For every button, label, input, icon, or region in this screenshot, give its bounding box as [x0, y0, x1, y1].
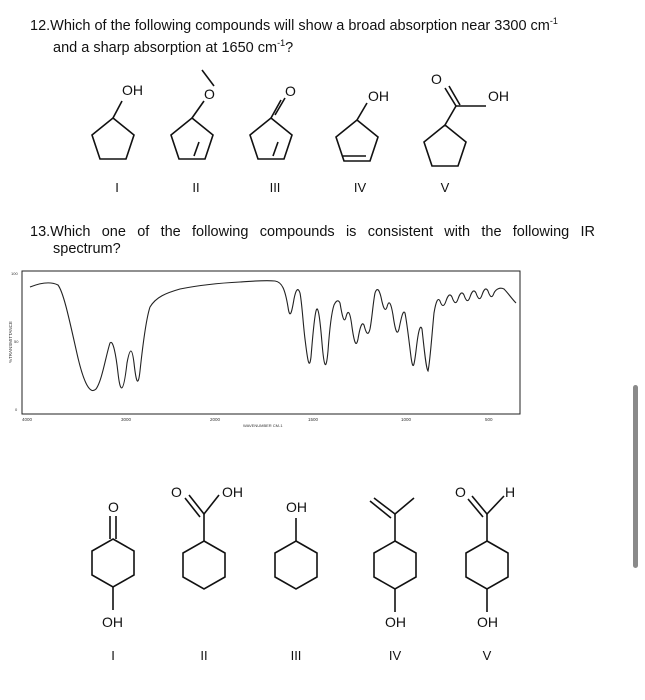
question-13-structures	[0, 470, 645, 670]
question-13-line1: 13.Which one of the following compounds is consistent with the following IR	[30, 224, 595, 240]
question-12-line2: and a sharp absorption at 1650 $cm^{-1}$?	[53, 38, 294, 56]
y-tick-0: 0	[15, 407, 18, 412]
structure-12-III	[250, 83, 296, 159]
numeral-12-III: III	[269, 180, 281, 195]
label-oh-13-V: OH	[477, 614, 498, 630]
numeral-12-V: V	[440, 180, 450, 195]
question-13-text	[30, 224, 595, 258]
structure-13-II	[171, 484, 243, 589]
structure-12-IV	[336, 88, 389, 161]
numeral-12-I: I	[115, 180, 119, 195]
label-h-13-V: H	[505, 484, 516, 500]
label-oh-13-II: OH	[222, 484, 243, 500]
structure-13-I	[92, 499, 134, 630]
spectrum-frame	[22, 271, 520, 414]
label-oh-13-I: OH	[102, 614, 123, 630]
y-tick-100: 100	[11, 271, 18, 276]
label-oh-12-V: OH	[488, 88, 509, 104]
spectrum-trace	[30, 281, 516, 391]
x-tick-3000: 3000	[121, 417, 132, 422]
numeral-13-IV: IV	[388, 648, 402, 663]
label-oh-12-IV: OH	[368, 88, 389, 104]
numeral-13-I: I	[111, 648, 115, 663]
label-o-13-II: O	[171, 484, 182, 500]
numeral-13-II: II	[200, 648, 208, 663]
y-tick-50: 50	[14, 339, 19, 344]
x-tick-1500: 1500	[308, 417, 319, 422]
numeral-12-II: II	[192, 180, 200, 195]
label-o-13-V: O	[455, 484, 466, 500]
label-o-12-II: O	[204, 86, 215, 102]
vertical-scrollbar[interactable]	[633, 385, 638, 568]
structure-12-II	[171, 70, 215, 159]
x-tick-500: 500	[485, 417, 493, 422]
question-12-text	[30, 13, 558, 57]
label-oh-12-I: OH	[122, 82, 143, 98]
structure-12-I	[92, 82, 143, 159]
numeral-12-IV: IV	[353, 180, 367, 195]
x-axis-label: WAVENUMBER CM-1	[243, 423, 283, 428]
numeral-13-V: V	[482, 648, 492, 663]
label-o-12-V: O	[431, 71, 442, 87]
structure-13-III	[275, 499, 317, 589]
x-tick-2000: 2000	[210, 417, 221, 422]
ir-spectrum	[0, 263, 645, 428]
label-oh-13-IV: OH	[385, 614, 406, 630]
y-axis-label: %TRANSMITTANCE	[8, 321, 13, 363]
label-oh-13-III: OH	[286, 499, 307, 515]
structure-12-V	[424, 71, 509, 166]
structure-13-IV	[370, 498, 416, 630]
label-o-13-I: O	[108, 499, 119, 515]
question-13-line2: spectrum?	[53, 241, 121, 257]
structure-13-V	[455, 484, 515, 630]
numeral-13-III: III	[290, 648, 302, 663]
question-12-line1: 12.Which of the following compounds will show a broad absorption near 3300 $cm^{-1}$	[30, 16, 558, 34]
x-tick-4000: 4000	[22, 417, 33, 422]
x-tick-1000: 1000	[401, 417, 412, 422]
label-o-12-III: O	[285, 83, 296, 99]
